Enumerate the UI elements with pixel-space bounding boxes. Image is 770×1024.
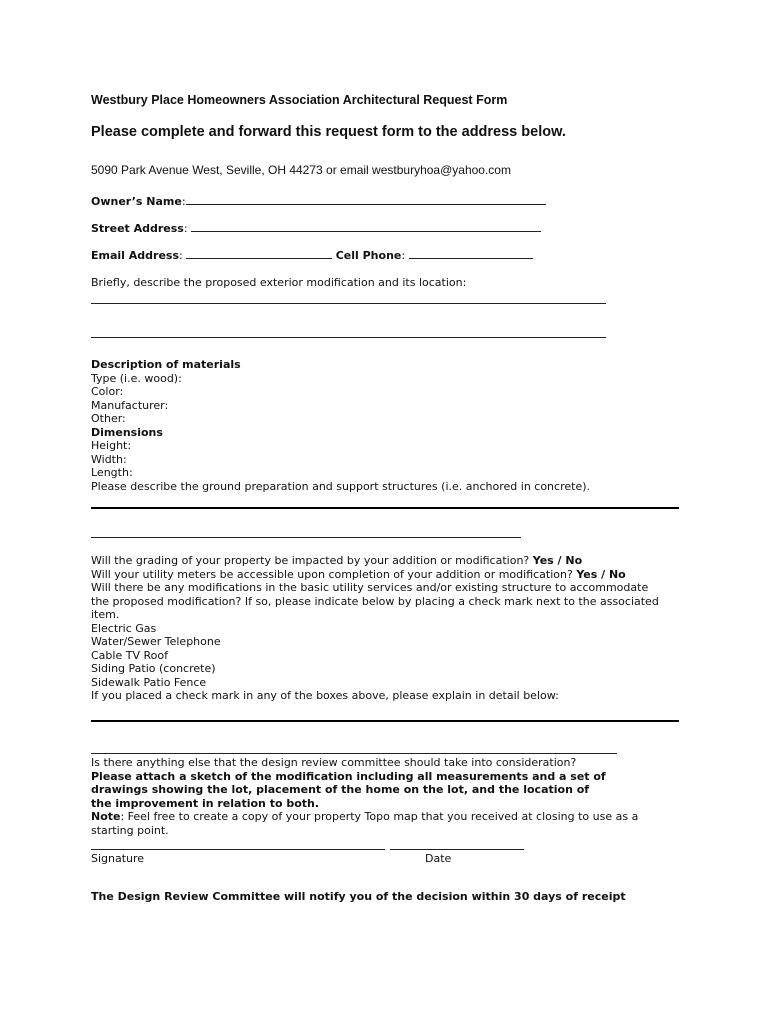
materials-heading: Description of materials xyxy=(91,358,241,371)
material-type-label: Type (i.e. wood): xyxy=(91,371,182,385)
ground-prep-prompt: Please describe the ground preparation and support structures (i.e. anchored in concrete). xyxy=(91,479,590,493)
utility-item[interactable]: Siding Patio (concrete) xyxy=(91,662,216,675)
form-subtitle: Please complete and forward this request form to the address below. xyxy=(91,124,566,140)
questions-section xyxy=(91,554,659,703)
note-line-2: starting point. xyxy=(91,823,169,837)
utility-item[interactable]: Electric Gas xyxy=(91,621,157,635)
explain-prompt: If you placed a check mark in any of the boxes above, please explain in detail below: xyxy=(91,689,559,702)
dimension-height-label: Height: xyxy=(91,439,132,452)
cell-phone-field[interactable] xyxy=(409,248,533,259)
anything-else-question: Is there anything else that the design review committee should take into consideration? xyxy=(91,756,577,769)
signature-line[interactable] xyxy=(91,849,385,850)
ground-prep-rule[interactable] xyxy=(91,507,679,509)
contact-row: Email Address: Cell Phone: xyxy=(91,248,533,263)
email-address-field[interactable] xyxy=(186,248,332,259)
explain-line[interactable] xyxy=(91,753,617,754)
attach-instruction-line-3: the improvement in relation to both. xyxy=(91,796,320,810)
closing-section xyxy=(91,756,638,837)
utility-item[interactable]: Sidewalk Patio Fence xyxy=(91,675,207,689)
email-address-label: Email Address xyxy=(91,249,180,262)
modification-line-1[interactable] xyxy=(91,303,606,304)
attach-instruction-line-1: Please attach a sketch of the modification including all measurements and a set of xyxy=(91,769,606,783)
materials-section xyxy=(91,358,590,493)
mailing-address: 5090 Park Avenue West, Seville, OH 44273 or email westburyhoa@yahoo.com xyxy=(91,163,511,177)
grading-question: Will the grading of your property be impacted by your addition or modification? Yes / No xyxy=(91,554,583,567)
owner-name-row: Owner’s Name: xyxy=(91,194,546,209)
date-line[interactable] xyxy=(390,849,524,850)
material-manufacturer-label: Manufacturer: xyxy=(91,398,169,412)
ground-prep-line[interactable] xyxy=(91,537,521,538)
street-address-label: Street Address xyxy=(91,222,184,235)
material-color-label: Color: xyxy=(91,385,124,398)
utility-item[interactable]: Cable TV Roof xyxy=(91,648,168,662)
explain-rule[interactable] xyxy=(91,720,679,722)
grading-yes-no[interactable]: Yes / No xyxy=(532,554,583,567)
utility-item[interactable]: Water/Sewer Telephone xyxy=(91,635,221,648)
dimension-length-label: Length: xyxy=(91,466,133,479)
utilities-question-line-1: Will there be any modifications in the basic utility services and/or existing structure to accommodate xyxy=(91,581,649,594)
owner-name-field[interactable] xyxy=(186,194,546,205)
signature-label: Signature xyxy=(91,852,145,865)
dimensions-heading: Dimensions xyxy=(91,425,163,439)
dimension-width-label: Width: xyxy=(91,452,127,466)
attach-instruction-line-2: drawings showing the lot, placement of the home on the lot, and the location of xyxy=(91,783,590,796)
material-other-label: Other: xyxy=(91,412,126,425)
form-title: Westbury Place Homeowners Association Architectural Request Form xyxy=(91,93,508,107)
note-label: Note xyxy=(91,810,121,823)
owner-name-label: Owner’s Name xyxy=(91,195,182,208)
utilities-question-line-3: item. xyxy=(91,608,120,621)
utilities-question-line-2: the proposed modification? If so, please indicate below by placing a check mark next to the associated xyxy=(91,594,659,608)
meters-question: Will your utility meters be accessible upon completion of your addition or modification? Yes / No xyxy=(91,567,626,581)
notification-notice: The Design Review Committee will notify you of the decision within 30 days of receipt xyxy=(91,890,626,903)
street-address-field[interactable] xyxy=(191,221,541,232)
cell-phone-label: Cell Phone xyxy=(335,249,402,262)
note-line-1: Note: Feel free to create a copy of your property Topo map that you received at closing to use as a xyxy=(91,810,639,823)
modification-line-2[interactable] xyxy=(91,337,606,338)
meters-yes-no[interactable]: Yes / No xyxy=(576,567,626,581)
date-label: Date xyxy=(425,852,452,865)
street-address-row: Street Address: xyxy=(91,221,541,236)
modification-prompt: Briefly, describe the proposed exterior modification and its location: xyxy=(91,276,467,289)
